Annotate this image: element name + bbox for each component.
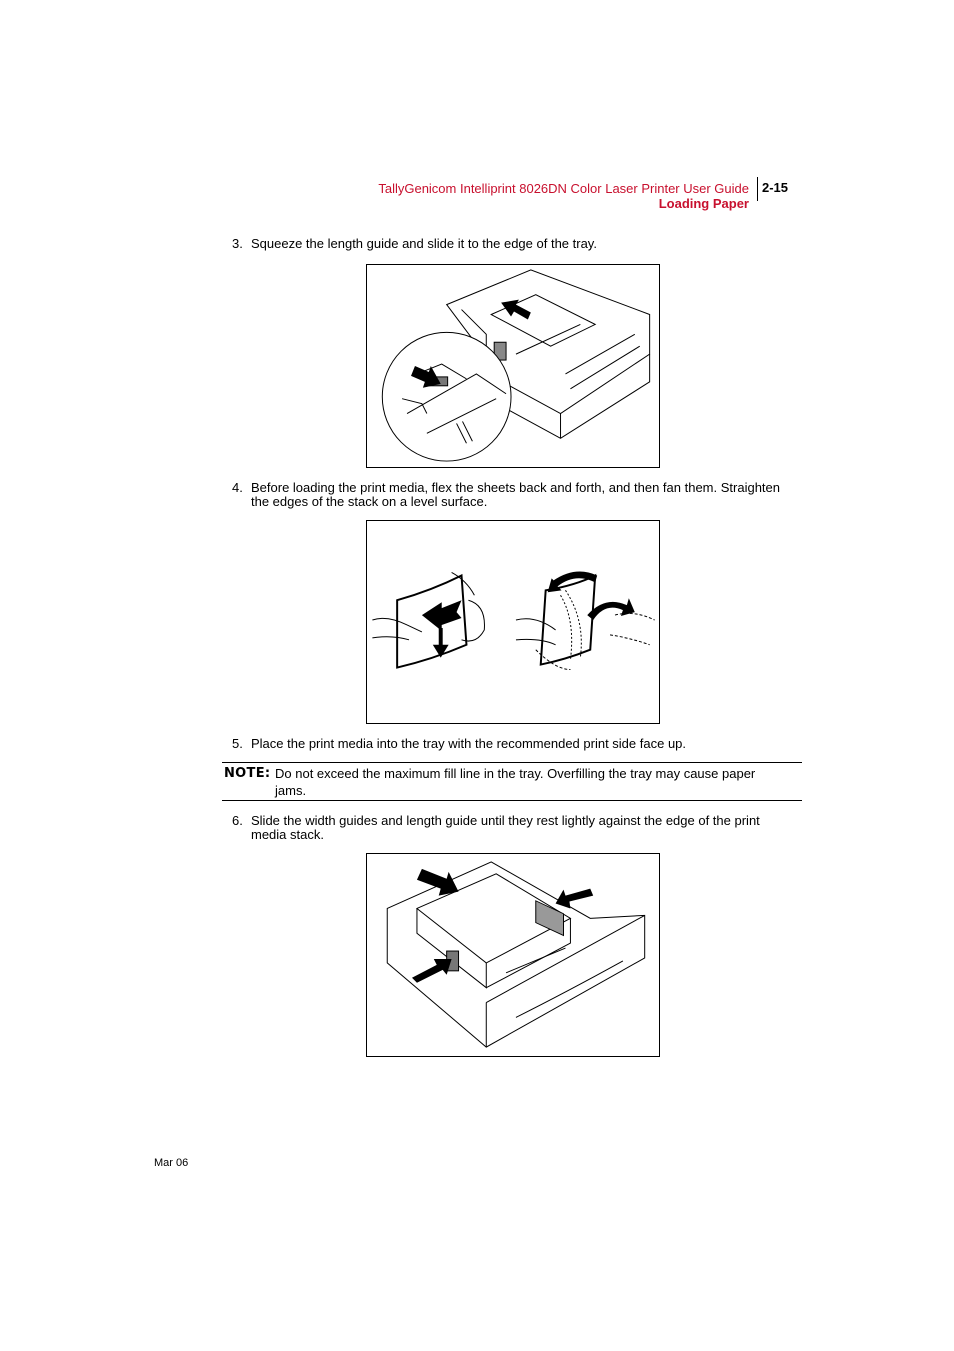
note-text: Do not exceed the maximum fill line in the tray. Overfilling the tray may cause paper jams.: [275, 766, 756, 798]
arrow-icon: [501, 300, 531, 320]
figure-flex-paper: [366, 520, 660, 724]
step-number: 5.: [232, 736, 243, 751]
step-text: Place the print media into the tray with the recommended print side face up.: [251, 736, 687, 751]
header-divider: [757, 177, 758, 201]
note-top-rule: [222, 762, 802, 763]
footer-date: Mar 06: [154, 1157, 189, 1169]
tray-width-guides-illustration: [367, 854, 659, 1056]
step-text: Squeeze the length guide and slide it to the edge of the tray.: [251, 236, 597, 251]
step-text: Slide the width guides and length guide until they rest lightly against the edge of the print media stack.: [251, 813, 760, 842]
double-arrow-icon: [422, 600, 462, 631]
step-number: 6.: [232, 813, 243, 828]
guide-title: TallyGenicom Intelliprint 8026DN Color Laser Printer User Guide: [378, 181, 749, 196]
arrow-icon: [417, 869, 459, 896]
step-5: [232, 737, 792, 751]
step-text: Before loading the print media, flex the sheets back and forth, and then fan them. Straighten the edges of the stack on a level surface.: [251, 480, 781, 509]
step-number: 3.: [232, 236, 243, 251]
page-number: 2-15: [762, 180, 789, 195]
section-title: Loading Paper: [658, 196, 749, 211]
step-4: [232, 481, 792, 509]
arrow-icon: [412, 959, 452, 983]
figure-width-guides: [366, 853, 660, 1057]
flex-fan-paper-illustration: [367, 521, 659, 723]
figure-length-guide: [366, 264, 660, 468]
step-number: 4.: [232, 480, 243, 495]
tray-length-guide-illustration: [367, 265, 659, 467]
arrow-icon: [556, 889, 594, 909]
note-label: NOTE:: [224, 766, 271, 781]
step-3: [232, 237, 792, 251]
note-bottom-rule: [222, 800, 802, 801]
step-6: [232, 814, 792, 842]
curved-arrow-icon: [548, 572, 598, 593]
